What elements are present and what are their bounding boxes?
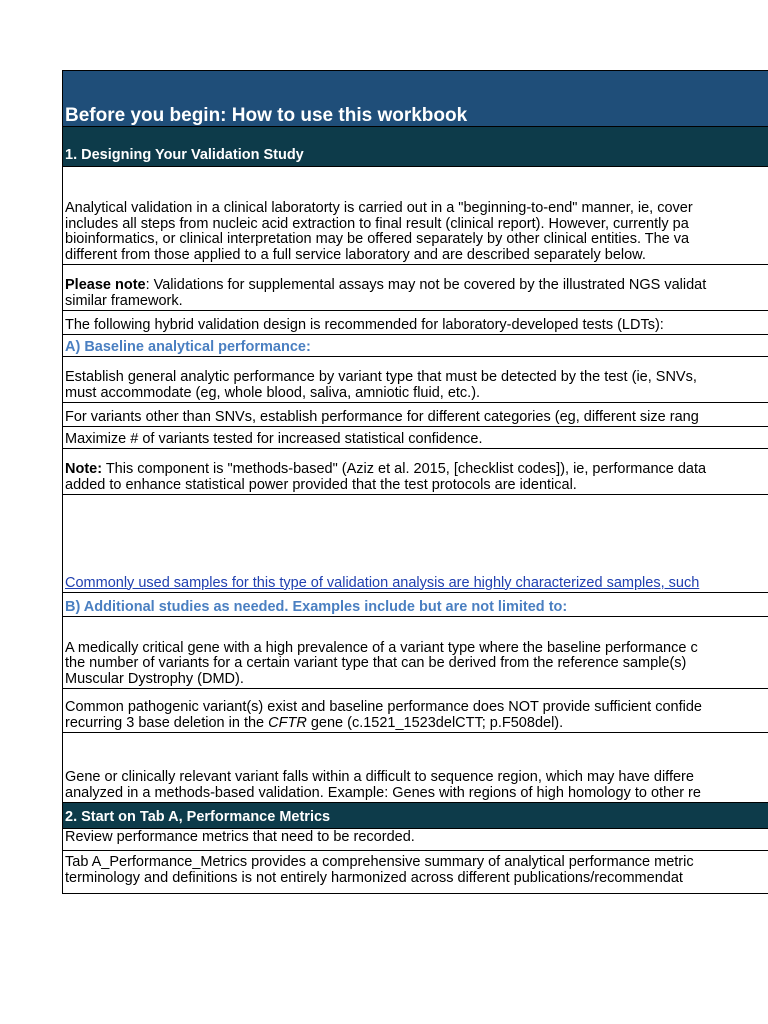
section2-heading: 2. Start on Tab A, Performance Metrics (65, 808, 331, 825)
title-row[interactable] (63, 70, 768, 126)
intro-line: bioinformatics, or clinical interpretation may be offered separately by other clinical entities. The va (65, 231, 690, 247)
critical-line: the number of variants for a certain variant type that can be derived from the reference sample(s) (65, 655, 687, 671)
tab-a-line: Tab A_Performance_Metrics provides a comprehensive summary of analytical performance metric (65, 854, 694, 870)
intro-text (65, 201, 693, 263)
maximize-text: Maximize # of variants tested for increased statistical confidence. (65, 430, 483, 447)
intro-line: Analytical validation in a clinical laboratorty is carried out in a "beginning-to-end" manner, ie, cover (65, 200, 693, 216)
section2-header-row[interactable] (63, 802, 768, 828)
common-line-part: gene (c.1521_1523delCTT; p.F508del). (306, 714, 564, 731)
workbook-sheet (62, 70, 768, 894)
hybrid-design-text: The following hybrid validation design is recommended for laboratory-developed tests (LDTs): (65, 316, 664, 333)
difficult-line: Gene or clinically relevant variant falls within a difficult to sequence region, which may have differe (65, 769, 694, 785)
note-line: added to enhance statistical power provided that the test protocols are identical. (65, 476, 577, 493)
establish-line: must accommodate (eg, whole blood, saliva, amniotic fluid, etc.). (65, 384, 481, 401)
critical-gene-cell[interactable] (63, 616, 768, 688)
establish-text (65, 370, 697, 401)
common-variant-text (65, 700, 702, 731)
intro-line: includes all steps from nucleic acid extraction to final result (clinical report). However, currently pa (65, 215, 689, 232)
hybrid-design-cell[interactable] (63, 310, 768, 334)
critical-gene-text (65, 641, 698, 688)
tab-a-line: terminology and definitions is not entirely harmonized across different publications/recommendat (65, 869, 683, 886)
subsection-a-heading: A) Baseline analytical performance: (65, 338, 311, 355)
difficult-region-cell[interactable] (63, 732, 768, 802)
please-note-line: similar framework. (65, 292, 183, 309)
subsection-b-heading: B) Additional studies as needed. Examples include but are not limited to: (65, 598, 568, 615)
difficult-line: analyzed in a methods-based validation. Example: Genes with regions of high homology to other re (65, 784, 701, 801)
please-note-line: : Validations for supplemental assays may not be covered by the illustrated NGS validat (145, 277, 707, 293)
review-text: Review performance metrics that need to be recorded. (65, 829, 415, 845)
subsection-a-cell[interactable] (63, 334, 768, 356)
critical-line: A medically critical gene with a high prevalence of a variant type where the baseline performance c (65, 639, 698, 656)
note-text (65, 462, 706, 493)
variants-other-text: For variants other than SNVs, establish performance for different categories (eg, different size rang (65, 408, 699, 425)
common-line-part: recurring 3 base deletion in the (65, 714, 269, 731)
note-cell[interactable] (63, 448, 768, 494)
tab-a-text (65, 855, 694, 886)
please-note-cell[interactable] (63, 264, 768, 310)
gene-name: CFTR (268, 714, 307, 731)
page-title: Before you begin: How to use this workbook (65, 104, 468, 126)
note-label: Note: (65, 461, 103, 477)
establish-line: Establish general analytic performance by variant type that must be detected by the test (ie, SNVs, (65, 369, 697, 385)
critical-line: Muscular Dystrophy (DMD). (65, 670, 244, 687)
establish-cell[interactable] (63, 356, 768, 402)
subsection-b-cell[interactable] (63, 592, 768, 616)
common-line: Common pathogenic variant(s) exist and baseline performance does NOT provide sufficient confide (65, 699, 702, 715)
please-note-label: Please note (65, 277, 146, 293)
variants-other-cell[interactable] (63, 402, 768, 426)
common-variant-cell[interactable] (63, 688, 768, 732)
intro-cell[interactable] (63, 166, 768, 264)
maximize-cell[interactable] (63, 426, 768, 448)
tab-a-cell[interactable] (63, 850, 768, 894)
review-cell[interactable] (63, 828, 768, 850)
difficult-region-text (65, 770, 701, 801)
commonly-used-link[interactable]: Commonly used samples for this type of validation analysis are highly characterized samples, such (65, 574, 700, 591)
section1-header-row[interactable] (63, 126, 768, 166)
section1-heading: 1. Designing Your Validation Study (65, 146, 304, 163)
intro-line: different from those applied to a full service laboratory and are described separately below. (65, 246, 646, 263)
please-note-text (65, 278, 706, 309)
commonly-used-cell[interactable] (63, 494, 768, 592)
note-line: This component is "methods-based" (Aziz et al. 2015, [checklist codes]), ie, performance data (102, 461, 707, 477)
